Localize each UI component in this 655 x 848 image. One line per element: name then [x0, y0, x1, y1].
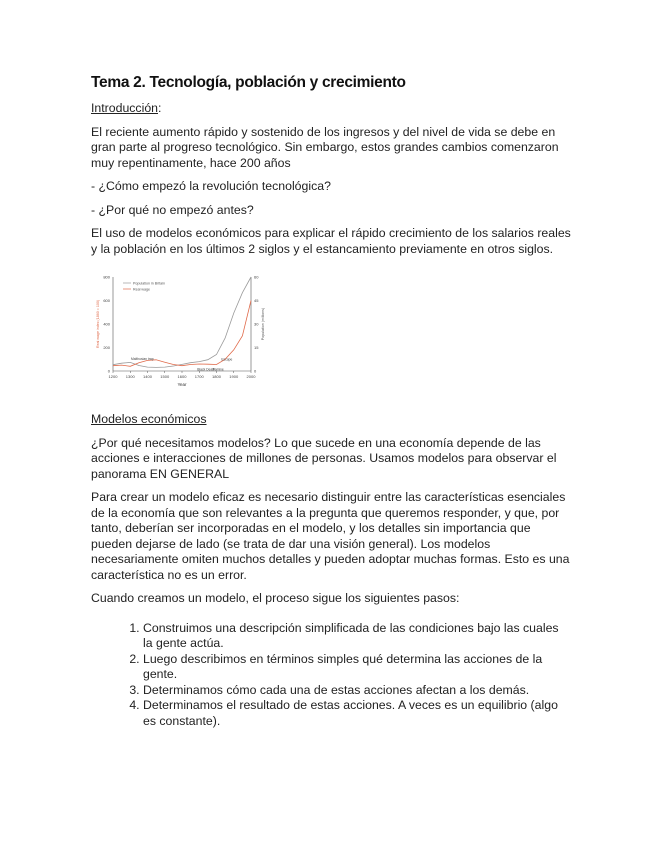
steps-list [91, 621, 571, 730]
annotation-malthusian-trap: Malthusian trap [131, 356, 154, 361]
wage-population-chart [91, 271, 266, 391]
x-tick-label: 1600 [177, 374, 187, 379]
y-right-tick-label: 15 [254, 345, 259, 350]
intro-heading: Introducción [91, 101, 158, 115]
y-left-tick-label: 800 [103, 274, 110, 280]
step-item: 1. Construimos una descripción simplificada de las condiciones bajo las cuales la gente actúa. [143, 621, 571, 652]
y-left-tick-label: 400 [103, 321, 110, 327]
y-left-tick-label: 0 [107, 368, 110, 374]
question-1: - ¿Cómo empezó la revolución tecnológica? [91, 179, 331, 193]
page-title: Tema 2. Tecnología, población y crecimiento [91, 74, 406, 91]
step-item: 3. Determinamos cómo cada una de estas acciones afectan a los demás. [143, 683, 571, 699]
intro-paragraph-1: El reciente aumento rápido y sostenido de los ingresos y del nivel de vida se debe en gran parte al progreso tecnológico. Sin embargo, estos grandes cambios comenzaron muy repentinamente, hace 200 años [91, 124, 559, 170]
x-tick-label: 1200 [108, 374, 118, 379]
step-item: 4. Determinamos el resultado de estas acciones. A veces es un equilibrio (algo es constante). [143, 698, 571, 729]
legend-label-population: Population in Britain [133, 281, 165, 286]
x-tick-label: 1500 [160, 374, 170, 379]
x-tick-label: 1800 [212, 374, 221, 379]
intro-colon: : [158, 101, 162, 115]
section2-paragraph-2: Para crear un modelo eficaz es necesario distinguir entre las características esenciales de la economía que son relevantes a la pregunta que queremos responder, y que, por tanto, deberían ser incorporadas en el modelo, y los detalles sin importancia que pueden dejarse de lado (se trata de dar una visión general). Los modelos necesariamente omiten muchos detalles y pueden adoptar muchas formas. Esto es una característica no es un error. [91, 490, 570, 582]
x-axis-label: Year [177, 382, 187, 387]
y-right-tick-label: 0 [254, 368, 257, 374]
legend-label-wage: Real wage [133, 287, 150, 292]
x-tick-label: 1900 [229, 374, 239, 379]
x-tick-label: 1300 [125, 374, 135, 379]
annotation-black-death: Black Death [197, 367, 216, 372]
intro-paragraph-2: El uso de modelos económicos para explicar el rápido crecimiento de los salarios reales y la población en los últimos 2 siglos y el estancamiento previamente en otros siglos. [91, 226, 571, 256]
y-left-tick-label: 600 [103, 298, 110, 303]
x-tick-label: 1700 [194, 374, 204, 379]
question-2: - ¿Por qué no empezó antes? [91, 202, 254, 217]
section2-paragraph-1: ¿Por qué necesitamos modelos? Lo que sucede en una economía depende de las acciones e interacciones de millones de personas. Usamos modelos para observar el panorama EN GENERAL [91, 435, 557, 481]
y-right-tick-label: 60 [254, 274, 259, 280]
step-item: 2. Luego describimos en términos simples qué determina las acciones de la gente. [143, 652, 571, 683]
annotation-escape: Escape [221, 357, 233, 362]
annotation-famine: Famine [212, 367, 224, 372]
y-right-axis-label: Population (millions) [261, 307, 265, 341]
y-left-tick-label: 200 [103, 345, 110, 350]
x-tick-label: 2000 [246, 374, 256, 379]
section2-heading: Modelos económicos [91, 412, 207, 426]
y-right-tick-label: 30 [254, 321, 259, 327]
document-page [91, 74, 571, 729]
x-tick-label: 1400 [143, 374, 152, 379]
intro-heading-line [91, 101, 571, 117]
y-left-axis-label: Real wage index (1860 = 100) [96, 299, 100, 349]
section2-paragraph-3: Cuando creamos un modelo, el proceso sigue los siguientes pasos: [91, 591, 460, 605]
y-right-tick-label: 45 [254, 298, 259, 303]
